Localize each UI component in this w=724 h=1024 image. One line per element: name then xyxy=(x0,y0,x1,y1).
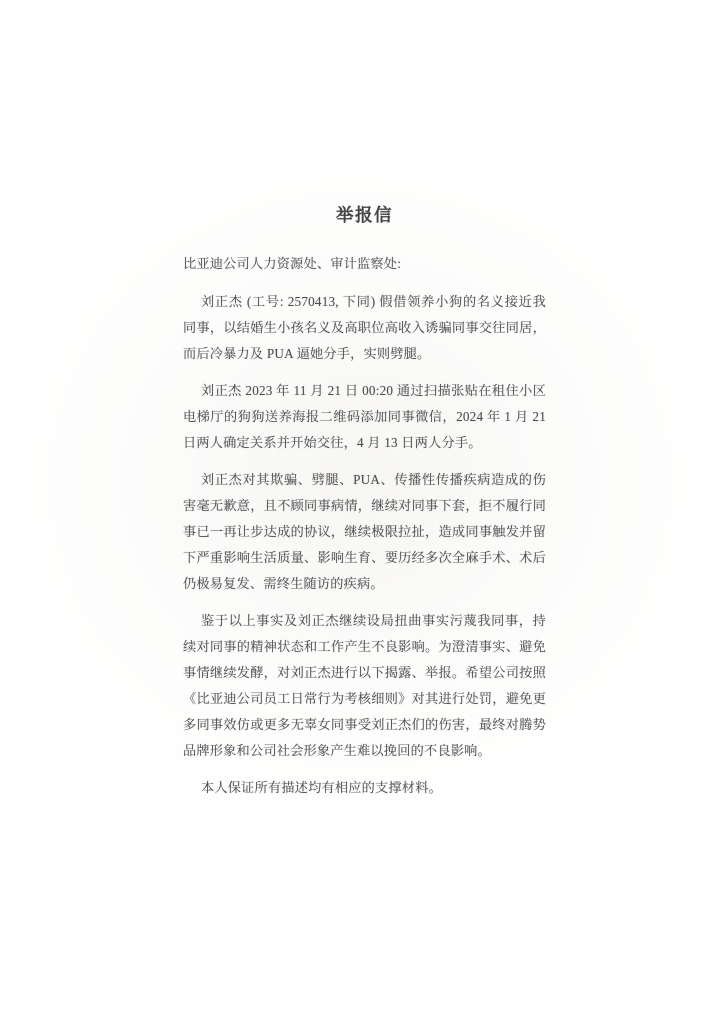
letter-title: 举报信 xyxy=(336,205,393,225)
letter-paragraph-1: 刘正杰 (工号: 2570413, 下同) 假借领养小狗的名义接近我同事，以结婚生小孩名义及高职位高收入诱骗同事交往同居，而后冷暴力及 PUA 逼她分手，实则劈腿。 xyxy=(183,294,546,361)
letter-salutation: 比亚迪公司人力资源处、审计监察处: xyxy=(183,256,402,271)
letter-body xyxy=(183,204,546,812)
letter-paragraph-2: 刘正杰 2023 年 11 月 21 日 00:20 通过扫描张贴在租住小区电梯厅的狗狗送养海报二维码添加同事微信，2024 年 1 月 21 日两人确定关系并开始交往，4 月 13 日两人分手。 xyxy=(183,383,546,450)
letter-closing-line: 本人保证所有描述均有相应的支撑材料。 xyxy=(201,780,442,795)
letter-paragraph-4: 鉴于以上事实及刘正杰继续设局扭曲事实污蔑我同事，持续对同事的精神状态和工作产生不良影响。为澄清事实、避免事情继续发酵，对刘正杰进行以下揭露、举报。希望公司按照《比亚迪公司员工日常行为考核细则》对其进行处罚，避免更多同事效仿或更多无辜女同事受刘正杰们的伤害，最终对腾势品牌形象和公司社会形象产生难以挽回的不良影响。 xyxy=(183,613,546,758)
letter-paragraph-3: 刘正杰对其欺骗、劈腿、PUA、传播性传播疾病造成的伤害毫无歉意，且不顾同事病情，继续对同事下套，拒不履行同事已一再让步达成的协议，继续极限拉扯，造成同事触发并留下严重影响生活质量、影响生育、要历经多次全麻手术、术后仍极易复发、需终生随访的疾病。 xyxy=(183,472,546,591)
